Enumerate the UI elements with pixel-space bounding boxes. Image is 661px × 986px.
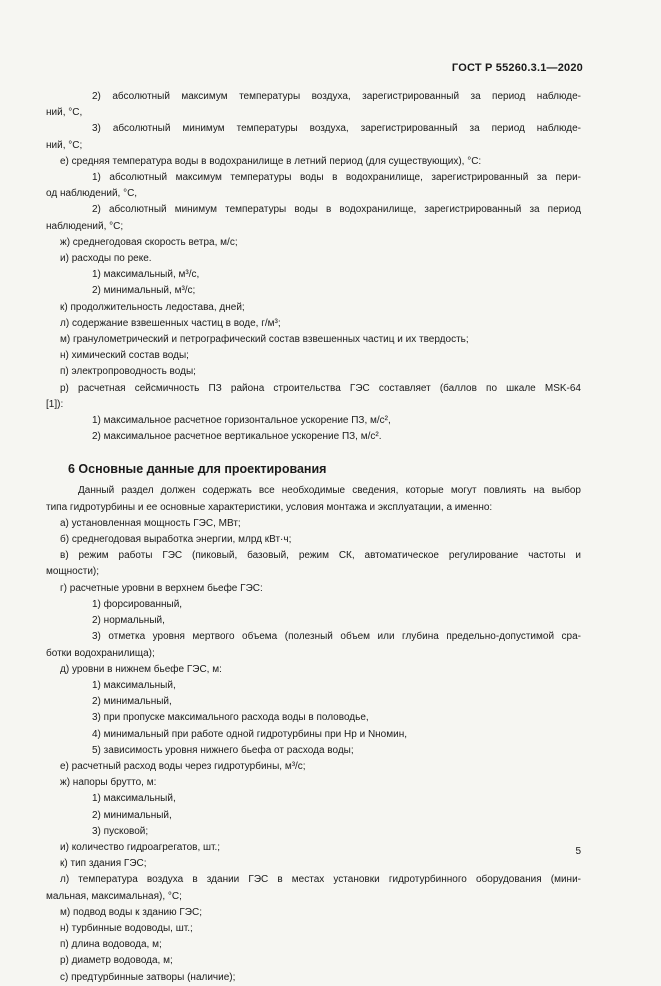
list-item: 1) форсированный, xyxy=(92,598,183,610)
list-item: 2) максимальное расчетное вертикальное ускорение ПЗ, м/с². xyxy=(92,431,382,443)
list-item: 3) абсолютный минимум температуры воздуха, зарегистрированный за период наблюде- xyxy=(92,123,581,135)
list-item: 1) максимальное расчетное горизонтальное ускорение ПЗ, м/с², xyxy=(92,415,391,427)
list-item: к) продолжительность ледостава, дней; xyxy=(60,301,245,313)
list-item-continuation: [1]): xyxy=(46,398,64,410)
list-item: 1) максимальный, м³/с, xyxy=(92,269,200,281)
list-item-continuation: мальная, максимальная), °С; xyxy=(46,890,182,902)
list-item: ж) напоры брутто, м: xyxy=(60,777,157,789)
list-item: п) длина водовода, м; xyxy=(60,939,162,951)
list-item: н) турбинные водоводы, шт.; xyxy=(60,922,193,934)
list-item: п) электропроводность воды; xyxy=(60,366,196,378)
list-item: л) температура воздуха в здании ГЭС в местах установки гидротурбинного оборудования (мини- xyxy=(60,874,581,886)
list-item: с) предтурбинные затворы (наличие); xyxy=(60,971,236,983)
list-item: 2) минимальный, м³/с; xyxy=(92,285,196,297)
list-item-continuation: мощности); xyxy=(46,566,100,578)
list-item: р) диаметр водовода, м; xyxy=(60,955,173,967)
list-item: и) расходы по реке. xyxy=(60,253,152,265)
list-item: 1) абсолютный максимум температуры воды в водохранилище, зарегистрированный за пери- xyxy=(92,172,581,184)
section-heading: 6 Основные данные для проектирования xyxy=(68,462,327,477)
list-item-continuation: наблюдений, °С; xyxy=(46,220,124,232)
list-item: б) среднегодовая выработка энергии, млрд кВт·ч; xyxy=(60,534,292,546)
list-item: 2) минимальный, xyxy=(92,696,172,708)
list-item: 2) нормальный, xyxy=(92,615,165,627)
list-item: 3) пусковой; xyxy=(92,825,149,837)
list-item: 4) минимальный при работе одной гидротурбины при Hр и Nномин, xyxy=(92,728,408,740)
paragraph-continuation: типа гидротурбины и ее основные характеристики, условия монтажа и эксплуатации, а именно: xyxy=(46,501,493,513)
list-item: м) гранулометрический и петрографический состав взвешенных частиц и их твердость; xyxy=(60,334,469,346)
list-item: ж) среднегодовая скорость ветра, м/с; xyxy=(60,236,238,248)
list-item: и) количество гидроагрегатов, шт.; xyxy=(60,841,221,853)
page-body xyxy=(46,89,581,986)
list-item: л) содержание взвешенных частиц в воде, г/м³; xyxy=(60,317,281,329)
list-item: 1) максимальный, xyxy=(92,679,176,691)
list-item: е) расчетный расход воды через гидротурбины, м³/с; xyxy=(60,760,306,772)
list-item: м) подвод воды к зданию ГЭС; xyxy=(60,906,202,918)
list-item: 2) минимальный, xyxy=(92,809,172,821)
list-item: д) уровни в нижнем бьефе ГЭС, м: xyxy=(60,663,222,675)
list-item: 5) зависимость уровня нижнего бьефа от расхода воды; xyxy=(92,744,354,756)
list-item: г) расчетные уровни в верхнем бьефе ГЭС: xyxy=(60,582,263,594)
list-item: 1) максимальный, xyxy=(92,793,176,805)
list-item-continuation: ботки водохранилища); xyxy=(46,647,155,659)
document-header: ГОСТ Р 55260.3.1—2020 xyxy=(451,62,583,74)
list-item: а) установленная мощность ГЭС, МВт; xyxy=(60,517,241,529)
page-number: 5 xyxy=(575,846,581,857)
list-item: 2) абсолютный минимум температуры воды в водохранилище, зарегистрированный за период xyxy=(92,204,581,216)
list-item-continuation: ний, °С; xyxy=(46,139,83,151)
list-item: в) режим работы ГЭС (пиковый, базовый, режим СК, автоматическое регулирование частоты и xyxy=(60,550,581,562)
list-item: 2) абсолютный максимум температуры воздуха, зарегистрированный за период наблюде- xyxy=(92,91,581,102)
paragraph: Данный раздел должен содержать все необходимые сведения, которые могут повлиять на выбор xyxy=(78,485,581,497)
list-item: 3) при пропуске максимального расхода воды в половодье, xyxy=(92,712,369,724)
list-item: 3) отметка уровня мертвого объема (полезный объем или глубина предельно-допустимой сра- xyxy=(92,631,581,643)
list-item: р) расчетная сейсмичность ПЗ района строительства ГЭС составляет (баллов по шкале MSK-64 xyxy=(60,382,581,394)
list-item-continuation: од наблюдений, °С, xyxy=(46,188,138,200)
list-item: е) средняя температура воды в водохранилище в летний период (для существующих), °С: xyxy=(60,155,482,167)
list-item: н) химический состав воды; xyxy=(60,350,189,362)
list-item: к) тип здания ГЭС; xyxy=(60,858,147,870)
list-item-continuation: ний, °С, xyxy=(46,107,83,119)
